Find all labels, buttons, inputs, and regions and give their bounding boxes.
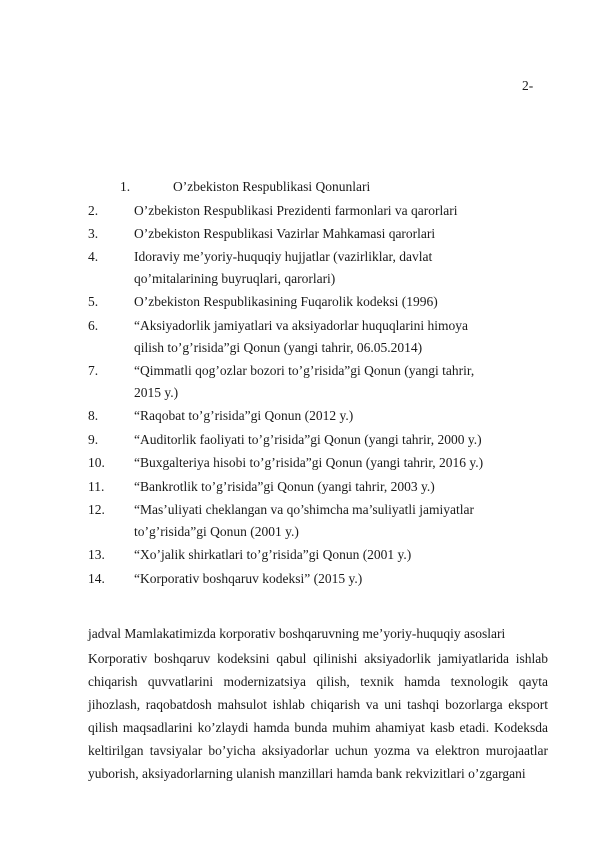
list-item-text: “Aksiyadorlik jamiyatlari va aksiyadorlar huquqlarini himoya bbox=[134, 318, 469, 333]
page-number: 2- bbox=[522, 78, 534, 93]
list-item-number: 4. bbox=[88, 249, 99, 264]
list-item-number: 5. bbox=[88, 294, 99, 309]
list-item-text: “Mas’uliyati cheklangan va qo’shimcha ma’suliyatli jamiyatlar bbox=[134, 502, 475, 517]
list-item-text: “Raqobat to’g’risida”gi Qonun (2012 y.) bbox=[134, 408, 354, 423]
list-item-number: 8. bbox=[88, 408, 99, 423]
list-item-text: “Korporativ boshqaruv kodeksi” (2015 y.) bbox=[134, 571, 363, 586]
list-item-text: to’g’risida”gi Qonun (2001 y.) bbox=[134, 524, 299, 539]
table-caption: jadval Mamlakatimizda korporativ boshqaruvning me’yoriy-huquqiy asoslari bbox=[88, 626, 506, 641]
list-item-number: 3. bbox=[88, 226, 99, 241]
list-item-number: 12. bbox=[88, 502, 105, 517]
list-item-text: 2015 y.) bbox=[134, 385, 179, 400]
list-item-number: 2. bbox=[88, 203, 99, 218]
list-item-number: 13. bbox=[88, 547, 105, 562]
list-item-text: O’zbekiston Respublikasining Fuqarolik kodeksi (1996) bbox=[134, 294, 438, 309]
list-item-number: 6. bbox=[88, 318, 99, 333]
list-item-number: 11. bbox=[88, 479, 105, 494]
list-item-number: 10. bbox=[88, 455, 105, 470]
list-item-text: “Buxgalteriya hisobi to’g’risida”gi Qonun (yangi tahrir, 2016 y.) bbox=[134, 455, 484, 470]
list-item-text: O’zbekiston Respublikasi Prezidenti farmonlari va qarorlari bbox=[134, 203, 458, 218]
list-item-number: 7. bbox=[88, 363, 99, 378]
list-item-text: Idoraviy me’yoriy-huquqiy hujjatlar (vazirliklar, davlat bbox=[134, 249, 433, 264]
list-item-text: O’zbekiston Respublikasi Vazirlar Mahkamasi qarorlari bbox=[134, 226, 436, 241]
list-item-text: qo’mitalarining buyruqlari, qarorlari) bbox=[134, 271, 336, 286]
list-item-number: 1. bbox=[120, 179, 131, 194]
list-item-text: “Xo’jalik shirkatlari to’g’risida”gi Qonun (2001 y.) bbox=[134, 547, 412, 562]
list-item-number: 9. bbox=[88, 432, 99, 447]
list-item-number: 14. bbox=[88, 571, 105, 586]
list-item-text: qilish to’g’risida”gi Qonun (yangi tahrir, 06.05.2014) bbox=[134, 340, 423, 355]
list-item-text: “Qimmatli qog’ozlar bozori to’g’risida”gi Qonun (yangi tahrir, bbox=[134, 363, 475, 378]
body-paragraph: Korporativ boshqaruv kodeksini qabul qilinishi aksiyadorlik jamiyatlarida ishlab chiqarish quvvatlarini modernizatsiya qilish, texnik hamda texnologik qayta jihozlash, raqobatdosh mahsulot ishlab chiqarish va uni tashqi bozorlarga eksport qilish maqsadlarini ko’zlaydi hamda bunda muhim ahamiyat kasb etadi. Kodeksda keltirilgan tavsiyalar bo’yicha aksiyadorlar uchun yozma va elektron murojaatlar yuborish, aksiyadorlarning ulanish manzillari hamda bank rekvizitlari o’zgargani bbox=[88, 651, 548, 781]
list-item-text: O’zbekiston Respublikasi Qonunlari bbox=[173, 179, 371, 194]
list-item-text: “Bankrotlik to’g’risida”gi Qonun (yangi tahrir, 2003 y.) bbox=[134, 479, 435, 494]
list-item-text: “Auditorlik faoliyati to’g’risida”gi Qonun (yangi tahrir, 2000 y.) bbox=[134, 432, 482, 447]
